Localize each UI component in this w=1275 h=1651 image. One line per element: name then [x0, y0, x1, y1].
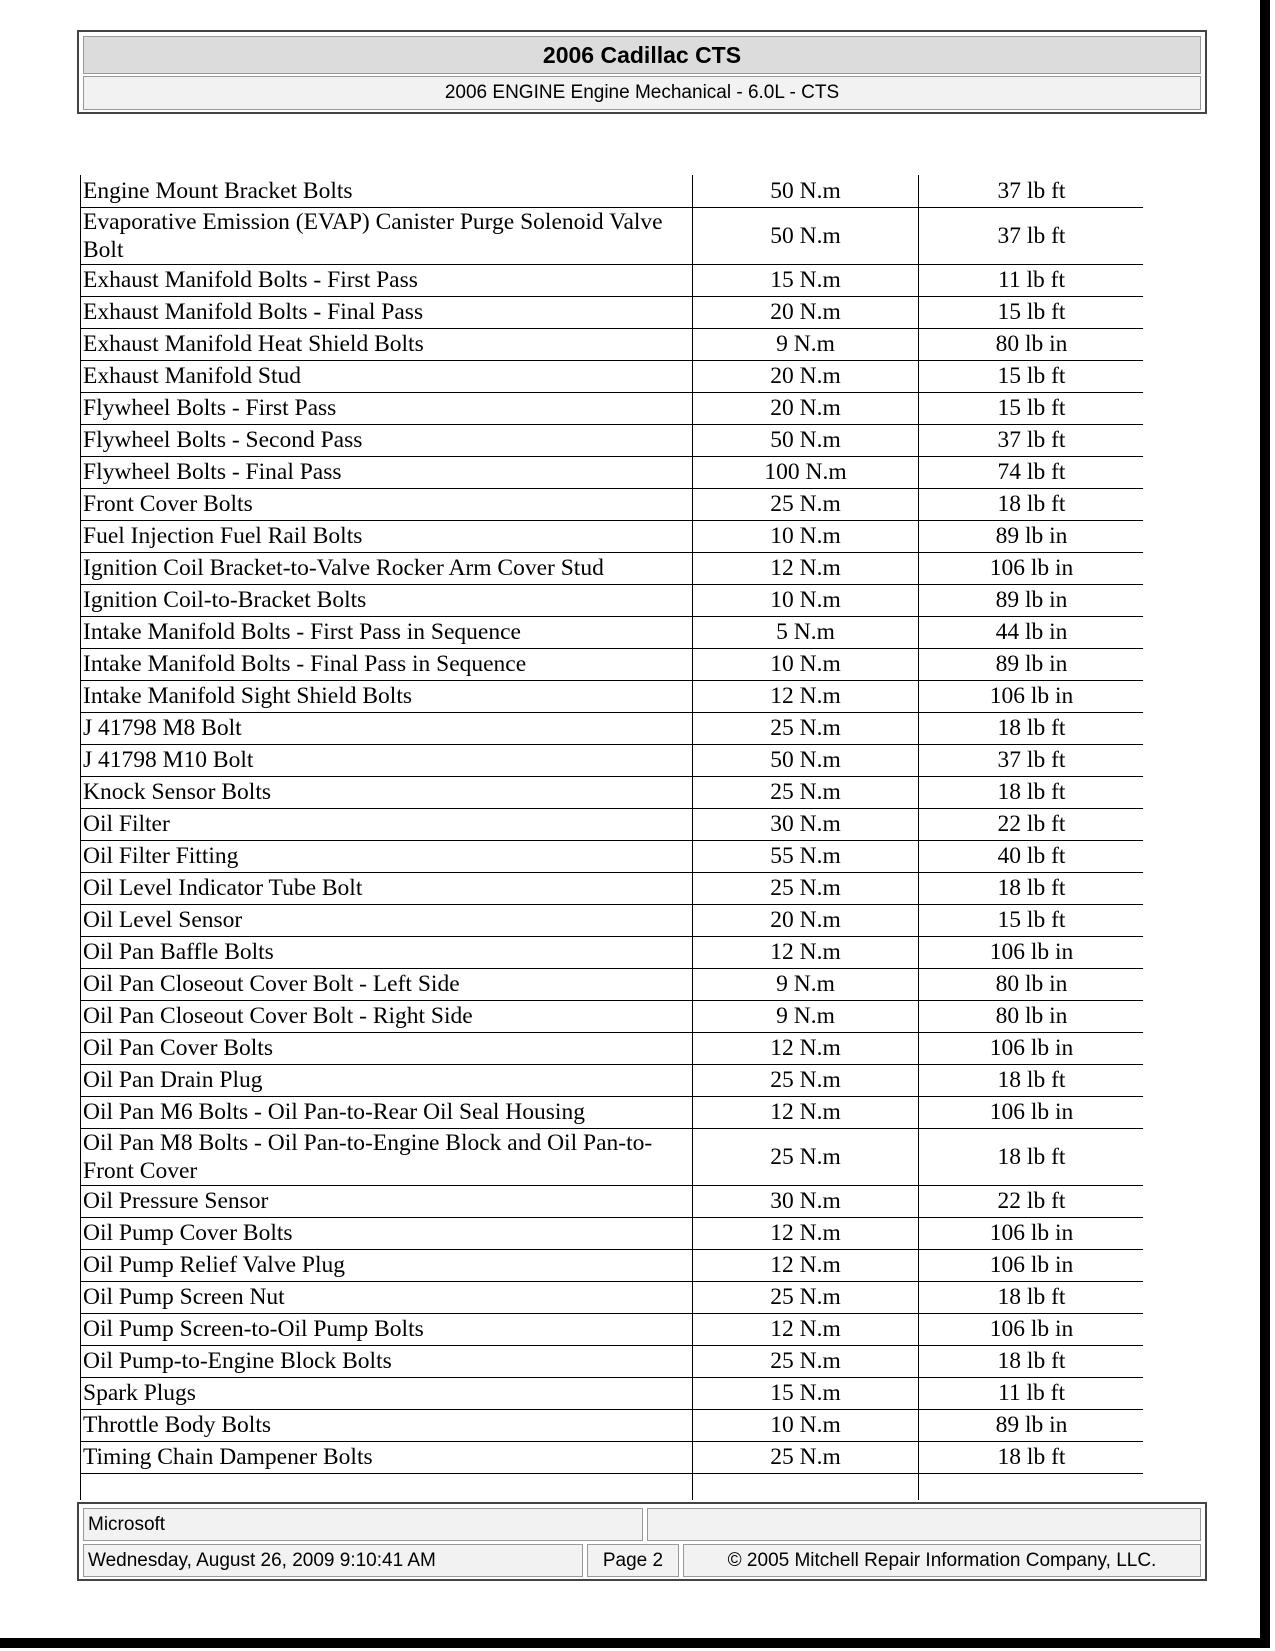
table-row: [81, 296, 1144, 328]
torque-item-name: Ignition Coil Bracket-to-Valve Rocker Arm Cover Stud: [81, 552, 693, 584]
table-row: [81, 1281, 1144, 1313]
table-row: [81, 1249, 1144, 1281]
torque-metric-value: 20 N.m: [693, 392, 919, 424]
table-row: [81, 744, 1144, 776]
torque-metric-value: 12 N.m: [693, 680, 919, 712]
torque-metric-value: 50 N.m: [693, 207, 919, 264]
torque-item-name: Flywheel Bolts - Final Pass: [81, 456, 693, 488]
torque-metric-value: 25 N.m: [693, 776, 919, 808]
table-row: [81, 264, 1144, 296]
table-row: [81, 1128, 1144, 1185]
footer-empty-cell: [647, 1508, 1201, 1541]
torque-metric-value: 10 N.m: [693, 648, 919, 680]
torque-imperial-value: 80 lb in: [919, 1000, 1144, 1032]
torque-item-name: Oil Pan M8 Bolts - Oil Pan-to-Engine Block and Oil Pan-to-Front Cover: [81, 1128, 693, 1185]
document-footer: [77, 1502, 1207, 1581]
torque-imperial-value: 18 lb ft: [919, 1441, 1144, 1473]
torque-imperial-value: 44 lb in: [919, 616, 1144, 648]
torque-item-name: Oil Pan Closeout Cover Bolt - Right Side: [81, 1000, 693, 1032]
torque-item-name: Throttle Body Bolts: [81, 1409, 693, 1441]
torque-imperial-value: 37 lb ft: [919, 207, 1144, 264]
torque-item-name: Flywheel Bolts - First Pass: [81, 392, 693, 424]
torque-item-name: Oil Pump Screen-to-Oil Pump Bolts: [81, 1313, 693, 1345]
torque-metric-value: 12 N.m: [693, 936, 919, 968]
torque-metric-value: 30 N.m: [693, 1185, 919, 1217]
table-row: [81, 1185, 1144, 1217]
torque-item-name: Oil Pan M6 Bolts - Oil Pan-to-Rear Oil Seal Housing: [81, 1096, 693, 1128]
torque-imperial-value: 106 lb in: [919, 1249, 1144, 1281]
torque-item-name: Exhaust Manifold Heat Shield Bolts: [81, 328, 693, 360]
torque-metric-value: 20 N.m: [693, 360, 919, 392]
torque-imperial-value: 37 lb ft: [919, 744, 1144, 776]
torque-imperial-value: 15 lb ft: [919, 904, 1144, 936]
torque-item-name: Spark Plugs: [81, 1377, 693, 1409]
torque-item-name: Oil Pressure Sensor: [81, 1185, 693, 1217]
torque-item-name: Engine Mount Bracket Bolts: [81, 175, 693, 207]
torque-imperial-value: 22 lb ft: [919, 808, 1144, 840]
table-row: [81, 1217, 1144, 1249]
torque-item-name: Intake Manifold Bolts - First Pass in Sequence: [81, 616, 693, 648]
torque-metric-value: 10 N.m: [693, 520, 919, 552]
torque-item-name: Intake Manifold Sight Shield Bolts: [81, 680, 693, 712]
torque-metric-value: 15 N.m: [693, 1377, 919, 1409]
torque-specifications-table: [80, 175, 1143, 1500]
torque-item-name: J 41798 M10 Bolt: [81, 744, 693, 776]
table-row: [81, 904, 1144, 936]
torque-metric-value: 12 N.m: [693, 1032, 919, 1064]
torque-item-name: Exhaust Manifold Bolts - Final Pass: [81, 296, 693, 328]
torque-imperial-value: 106 lb in: [919, 552, 1144, 584]
torque-metric-value: 9 N.m: [693, 1000, 919, 1032]
torque-metric-value: 12 N.m: [693, 1249, 919, 1281]
torque-metric-value: 15 N.m: [693, 264, 919, 296]
torque-metric-value: 10 N.m: [693, 1409, 919, 1441]
torque-metric-value: 25 N.m: [693, 1441, 919, 1473]
table-row-continuation: [81, 1473, 1144, 1500]
torque-metric-value: 9 N.m: [693, 328, 919, 360]
table-row: [81, 424, 1144, 456]
table-row: [81, 456, 1144, 488]
torque-metric-value: 5 N.m: [693, 616, 919, 648]
torque-imperial-value: 106 lb in: [919, 1032, 1144, 1064]
footer-copyright: © 2005 Mitchell Repair Information Company, LLC.: [683, 1544, 1201, 1577]
torque-imperial-value: 18 lb ft: [919, 1128, 1144, 1185]
torque-metric-value: 12 N.m: [693, 1313, 919, 1345]
table-row: [81, 360, 1144, 392]
torque-imperial-value: 37 lb ft: [919, 424, 1144, 456]
torque-imperial-value: 74 lb ft: [919, 456, 1144, 488]
table-row: [81, 520, 1144, 552]
torque-item-name: Oil Pump Cover Bolts: [81, 1217, 693, 1249]
torque-imperial-value: 18 lb ft: [919, 1345, 1144, 1377]
torque-metric-value: 25 N.m: [693, 1345, 919, 1377]
torque-item-name: Evaporative Emission (EVAP) Canister Purge Solenoid Valve Bolt: [81, 207, 693, 264]
torque-metric-value: 10 N.m: [693, 584, 919, 616]
torque-metric-value: 20 N.m: [693, 296, 919, 328]
torque-item-name: Knock Sensor Bolts: [81, 776, 693, 808]
table-row: [81, 392, 1144, 424]
torque-item-name: Oil Filter: [81, 808, 693, 840]
torque-metric-value: 50 N.m: [693, 744, 919, 776]
torque-item-name: Exhaust Manifold Bolts - First Pass: [81, 264, 693, 296]
table-row: [81, 552, 1144, 584]
torque-imperial-value: 18 lb ft: [919, 776, 1144, 808]
torque-item-name: Oil Level Indicator Tube Bolt: [81, 872, 693, 904]
table-row: [81, 616, 1144, 648]
table-row: [81, 1377, 1144, 1409]
torque-item-name: Oil Pump Relief Valve Plug: [81, 1249, 693, 1281]
footer-company: Microsoft: [83, 1508, 643, 1541]
torque-metric-value: 12 N.m: [693, 552, 919, 584]
table-row: [81, 1345, 1144, 1377]
table-row: [81, 872, 1144, 904]
empty-cell: [693, 1473, 919, 1500]
torque-metric-value: 25 N.m: [693, 488, 919, 520]
torque-imperial-value: 22 lb ft: [919, 1185, 1144, 1217]
torque-imperial-value: 37 lb ft: [919, 175, 1144, 207]
footer-datetime: Wednesday, August 26, 2009 9:10:41 AM: [83, 1544, 583, 1577]
torque-imperial-value: 18 lb ft: [919, 872, 1144, 904]
torque-imperial-value: 106 lb in: [919, 936, 1144, 968]
torque-metric-value: 25 N.m: [693, 712, 919, 744]
torque-item-name: Ignition Coil-to-Bracket Bolts: [81, 584, 693, 616]
table-row: [81, 808, 1144, 840]
torque-metric-value: 12 N.m: [693, 1217, 919, 1249]
torque-metric-value: 20 N.m: [693, 904, 919, 936]
torque-imperial-value: 18 lb ft: [919, 712, 1144, 744]
torque-item-name: Exhaust Manifold Stud: [81, 360, 693, 392]
table-row: [81, 1032, 1144, 1064]
torque-imperial-value: 18 lb ft: [919, 488, 1144, 520]
table-row: [81, 840, 1144, 872]
torque-item-name: Oil Pan Drain Plug: [81, 1064, 693, 1096]
table-row: [81, 1441, 1144, 1473]
torque-imperial-value: 89 lb in: [919, 520, 1144, 552]
table-row: [81, 328, 1144, 360]
torque-metric-value: 25 N.m: [693, 1064, 919, 1096]
table-row: [81, 1409, 1144, 1441]
torque-item-name: Oil Pan Cover Bolts: [81, 1032, 693, 1064]
torque-metric-value: 25 N.m: [693, 872, 919, 904]
document-header: [77, 30, 1207, 114]
table-row: [81, 680, 1144, 712]
table-row: [81, 968, 1144, 1000]
table-row: [81, 1096, 1144, 1128]
document-title: 2006 Cadillac CTS: [83, 36, 1201, 74]
torque-metric-value: 55 N.m: [693, 840, 919, 872]
torque-item-name: Oil Pan Closeout Cover Bolt - Left Side: [81, 968, 693, 1000]
torque-imperial-value: 106 lb in: [919, 1313, 1144, 1345]
torque-imperial-value: 18 lb ft: [919, 1064, 1144, 1096]
empty-cell: [81, 1473, 693, 1500]
table-row: [81, 712, 1144, 744]
table-row: [81, 776, 1144, 808]
torque-imperial-value: 11 lb ft: [919, 1377, 1144, 1409]
torque-table-container: [80, 175, 1143, 1500]
torque-item-name: Front Cover Bolts: [81, 488, 693, 520]
torque-metric-value: 50 N.m: [693, 175, 919, 207]
torque-item-name: Intake Manifold Bolts - Final Pass in Sequence: [81, 648, 693, 680]
torque-metric-value: 25 N.m: [693, 1128, 919, 1185]
torque-item-name: J 41798 M8 Bolt: [81, 712, 693, 744]
table-row: [81, 584, 1144, 616]
table-row: [81, 1064, 1144, 1096]
torque-metric-value: 12 N.m: [693, 1096, 919, 1128]
torque-imperial-value: 18 lb ft: [919, 1281, 1144, 1313]
torque-imperial-value: 15 lb ft: [919, 360, 1144, 392]
footer-page-number: Page 2: [587, 1544, 679, 1577]
torque-metric-value: 100 N.m: [693, 456, 919, 488]
table-row: [81, 936, 1144, 968]
torque-imperial-value: 40 lb ft: [919, 840, 1144, 872]
torque-item-name: Oil Pump Screen Nut: [81, 1281, 693, 1313]
torque-imperial-value: 11 lb ft: [919, 264, 1144, 296]
torque-metric-value: 9 N.m: [693, 968, 919, 1000]
table-row: [81, 488, 1144, 520]
table-row: [81, 175, 1144, 207]
torque-imperial-value: 106 lb in: [919, 1096, 1144, 1128]
table-row: [81, 207, 1144, 264]
table-row: [81, 1000, 1144, 1032]
torque-metric-value: 25 N.m: [693, 1281, 919, 1313]
empty-cell: [919, 1473, 1144, 1500]
torque-item-name: Oil Pan Baffle Bolts: [81, 936, 693, 968]
torque-item-name: Fuel Injection Fuel Rail Bolts: [81, 520, 693, 552]
torque-metric-value: 50 N.m: [693, 424, 919, 456]
torque-imperial-value: 89 lb in: [919, 648, 1144, 680]
torque-item-name: Flywheel Bolts - Second Pass: [81, 424, 693, 456]
torque-item-name: Oil Filter Fitting: [81, 840, 693, 872]
torque-item-name: Oil Level Sensor: [81, 904, 693, 936]
torque-imperial-value: 89 lb in: [919, 1409, 1144, 1441]
torque-item-name: Oil Pump-to-Engine Block Bolts: [81, 1345, 693, 1377]
torque-imperial-value: 15 lb ft: [919, 296, 1144, 328]
torque-imperial-value: 80 lb in: [919, 968, 1144, 1000]
torque-imperial-value: 106 lb in: [919, 1217, 1144, 1249]
torque-imperial-value: 106 lb in: [919, 680, 1144, 712]
table-row: [81, 1313, 1144, 1345]
torque-imperial-value: 80 lb in: [919, 328, 1144, 360]
torque-item-name: Timing Chain Dampener Bolts: [81, 1441, 693, 1473]
torque-imperial-value: 15 lb ft: [919, 392, 1144, 424]
torque-metric-value: 30 N.m: [693, 808, 919, 840]
torque-imperial-value: 89 lb in: [919, 584, 1144, 616]
torque-table-body: [81, 175, 1144, 1500]
table-row: [81, 648, 1144, 680]
document-subtitle: 2006 ENGINE Engine Mechanical - 6.0L - CTS: [83, 76, 1201, 110]
